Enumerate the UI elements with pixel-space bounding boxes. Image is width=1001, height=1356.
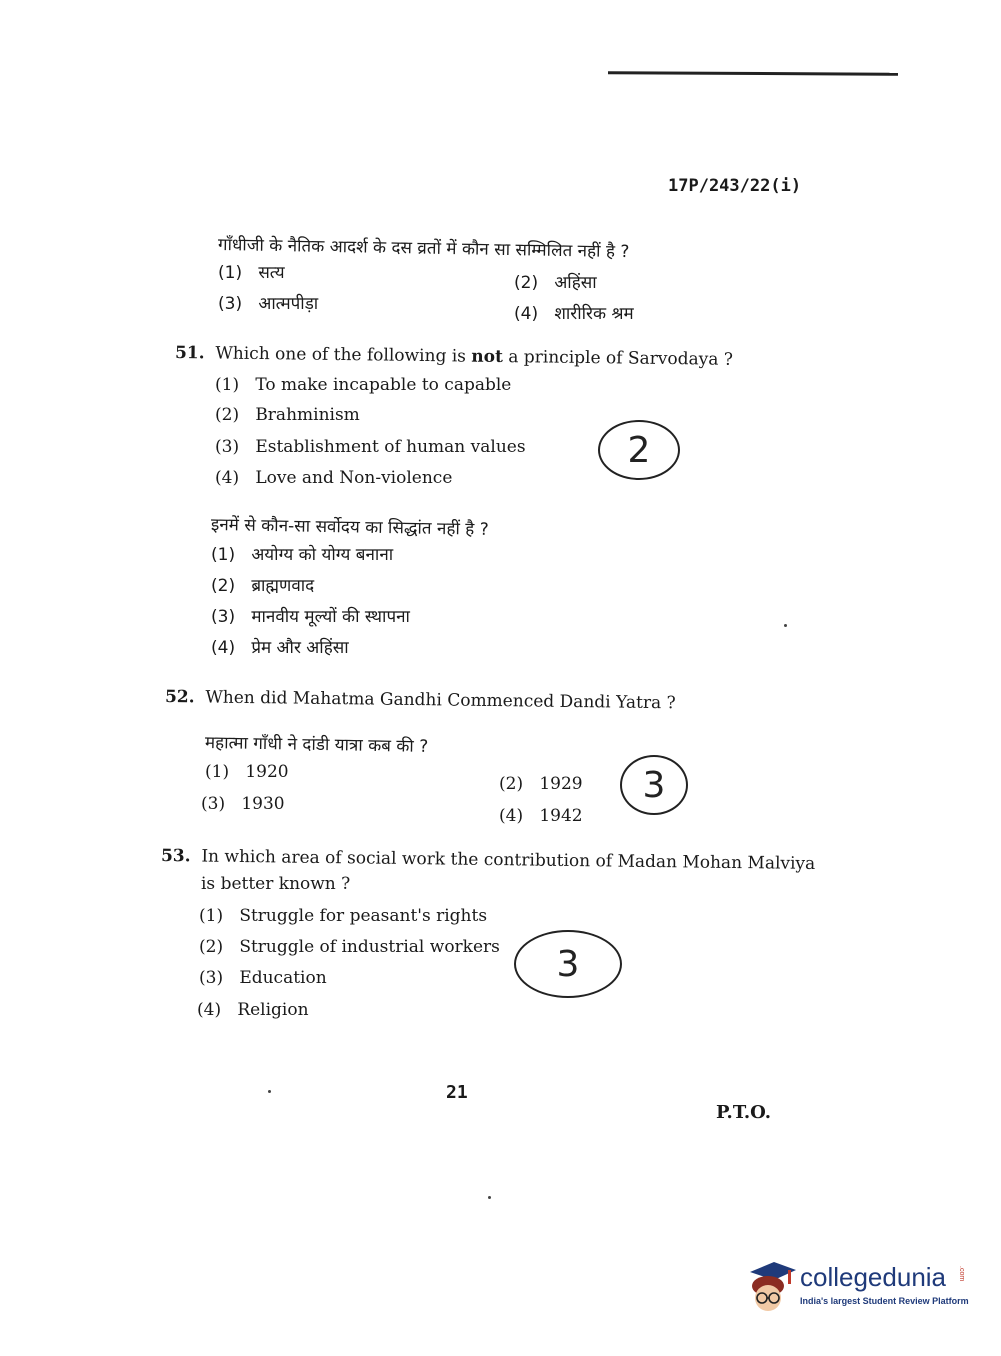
option-text: Struggle for peasant's rights bbox=[239, 906, 488, 926]
q52-option-3 bbox=[201, 794, 285, 814]
option-number: (4) bbox=[499, 806, 524, 826]
option-number: (1) bbox=[211, 545, 236, 565]
q50-option-2 bbox=[514, 270, 597, 293]
q52-question bbox=[165, 687, 676, 713]
q50-option-3 bbox=[218, 291, 318, 314]
q51-option-1 bbox=[215, 375, 511, 395]
brand-name: collegedunia bbox=[800, 1262, 947, 1292]
question-number: 52. bbox=[164, 687, 195, 708]
option-text: Love and Non-violence bbox=[255, 468, 453, 488]
option-number: (3) bbox=[215, 437, 240, 457]
q52-handwritten-answer: 3 bbox=[620, 755, 688, 815]
pto-label: P.T.O. bbox=[716, 1102, 772, 1123]
scan-speck bbox=[488, 1196, 491, 1199]
q51-hindi-text: इनमें से कौन-सा सर्वोदय का सिद्धांत नहीं है ? bbox=[210, 515, 489, 540]
q53-handwritten-answer: 3 bbox=[514, 930, 622, 998]
option-text: अयोग्य को योग्य बनाना bbox=[251, 545, 394, 565]
option-number: (3) bbox=[218, 294, 243, 314]
option-text: Religion bbox=[237, 1000, 309, 1020]
option-number: (2) bbox=[514, 273, 539, 293]
q51-question bbox=[175, 343, 733, 370]
option-text: Struggle of industrial workers bbox=[239, 937, 500, 957]
option-text: Establishment of human values bbox=[255, 437, 526, 457]
q51-option-3 bbox=[215, 437, 526, 457]
option-number: (2) bbox=[199, 937, 224, 957]
top-rule bbox=[608, 71, 898, 76]
question-text: In which area of social work the contribution of Madan Mohan Malviya bbox=[201, 846, 816, 874]
option-text: 1929 bbox=[539, 774, 583, 794]
question-text-bold: not bbox=[471, 346, 504, 368]
question-text: When did Mahatma Gandhi Commenced Dandi Yatra ? bbox=[205, 687, 676, 714]
q52-option-4 bbox=[499, 806, 583, 826]
q51-hindi-option-1 bbox=[211, 542, 393, 565]
q50-option-1 bbox=[218, 260, 285, 283]
option-number: (2) bbox=[211, 576, 236, 596]
brand-tagline: India's largest Student Review Platform bbox=[800, 1296, 969, 1306]
option-text: Brahminism bbox=[255, 405, 360, 425]
q53-option-4 bbox=[197, 1000, 309, 1020]
option-text: 1930 bbox=[241, 794, 285, 814]
option-number: (4) bbox=[514, 304, 539, 324]
q52-option-1 bbox=[205, 762, 289, 782]
q53-question-line2: is better known ? bbox=[201, 874, 351, 894]
option-number: (3) bbox=[211, 607, 236, 627]
option-number: (2) bbox=[215, 405, 240, 425]
q51-hindi-option-4 bbox=[211, 635, 349, 658]
q52-hindi-text: महात्मा गाँधी ने दांडी यात्रा कब की ? bbox=[204, 733, 429, 757]
q53-option-3 bbox=[199, 968, 327, 988]
option-text: Education bbox=[239, 968, 327, 988]
option-number: (4) bbox=[211, 638, 236, 658]
option-text: सत्य bbox=[258, 263, 285, 283]
scan-speck bbox=[784, 624, 787, 627]
question-text-1: Which one of the following is bbox=[215, 343, 472, 367]
q53-option-1 bbox=[199, 906, 487, 926]
mascot-logo-icon bbox=[744, 1256, 796, 1316]
q50-option-4 bbox=[514, 301, 634, 324]
q52-option-2 bbox=[499, 774, 583, 794]
option-text: शारीरिक श्रम bbox=[554, 304, 634, 324]
q50-hindi-text: गाँधीजी के नैतिक आदर्श के दस व्रतों में कौन सा सम्मिलित नहीं है ? bbox=[217, 235, 630, 263]
q53-question-line1 bbox=[161, 846, 815, 874]
option-text: 1942 bbox=[539, 806, 583, 826]
option-number: (1) bbox=[218, 263, 243, 283]
option-number: (4) bbox=[197, 1000, 222, 1020]
question-number: 51. bbox=[174, 343, 205, 364]
option-text: प्रेम और अहिंसा bbox=[251, 638, 349, 658]
scan-speck bbox=[268, 1090, 271, 1093]
q51-hindi-option-2 bbox=[211, 573, 314, 596]
option-text: अहिंसा bbox=[554, 273, 597, 293]
option-text: आत्मपीड़ा bbox=[258, 294, 319, 314]
q51-option-4 bbox=[215, 468, 452, 488]
option-text: ब्राह्मणवाद bbox=[251, 576, 315, 596]
question-text-2: a principle of Sarvodaya ? bbox=[502, 347, 734, 370]
option-number: (4) bbox=[215, 468, 240, 488]
q51-handwritten-answer: 2 bbox=[598, 420, 680, 480]
q51-hindi-option-3 bbox=[211, 604, 410, 627]
collegedunia-watermark bbox=[744, 1256, 974, 1320]
option-text: 1920 bbox=[245, 762, 289, 782]
option-number: (1) bbox=[215, 375, 240, 395]
brand-domain: .com bbox=[958, 1266, 965, 1282]
question-number: 53. bbox=[160, 846, 191, 867]
paper-code: 17P/243/22(i) bbox=[668, 176, 802, 196]
option-text: मानवीय मूल्यों की स्थापना bbox=[251, 607, 410, 627]
page-number: 21 bbox=[446, 1082, 468, 1103]
q51-option-2 bbox=[215, 405, 360, 425]
option-number: (2) bbox=[499, 774, 524, 794]
option-number: (3) bbox=[199, 968, 224, 988]
option-text: To make incapable to capable bbox=[255, 375, 512, 395]
option-number: (1) bbox=[205, 762, 230, 782]
option-number: (1) bbox=[199, 906, 224, 926]
option-number: (3) bbox=[201, 794, 226, 814]
q53-option-2 bbox=[199, 937, 500, 957]
